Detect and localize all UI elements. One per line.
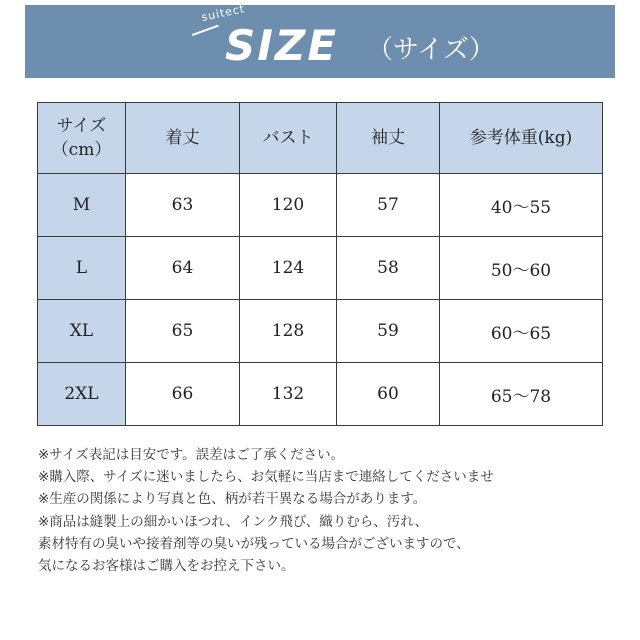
note-line: ※購入際、サイズに迷いましたら、お気軽に当店まで連絡してくださいませ (38, 469, 494, 486)
header-weight: 参考体重(kg) (440, 103, 603, 174)
banner-title: SIZE (225, 21, 339, 70)
note-line: ※生産の関係により写真と色、柄が若干異なる場合があります。 (38, 491, 427, 508)
table-row (38, 300, 603, 363)
notes (38, 444, 608, 577)
bust-value: 120 (240, 174, 337, 237)
bust-value: 124 (240, 237, 337, 300)
length-value: 65 (126, 300, 240, 363)
length-value: 66 (126, 363, 240, 426)
length-value: 63 (126, 174, 240, 237)
weight-value: 65～78 (440, 363, 603, 426)
weight-value: 40～55 (440, 174, 603, 237)
note-line: 気になるお客様はご購入をお控え下さい。 (38, 558, 295, 575)
sleeve-value: 60 (337, 363, 440, 426)
note-line: ※商品は縫製上の細かいほつれ、インク飛び、織りむら、汚れ、 (38, 513, 429, 530)
sleeve-value: 59 (337, 300, 440, 363)
note-line: 素材特有の臭いや接着剤等の臭いが残っている場合がございますので、 (38, 535, 470, 552)
note-line: ※サイズ表記は目安です。誤差はご了承ください。 (38, 447, 345, 463)
size-label: M (38, 174, 126, 237)
size-table (37, 102, 603, 426)
sleeve-value: 58 (337, 237, 440, 300)
table-row (38, 174, 603, 237)
size-label: XL (38, 300, 126, 363)
banner-small-text: suitect (200, 2, 247, 24)
size-label: L (38, 237, 126, 300)
table-row (38, 363, 603, 426)
bust-value: 128 (240, 300, 337, 363)
table-row (38, 237, 603, 300)
bust-value: 132 (240, 363, 337, 426)
weight-value: 60～65 (440, 300, 603, 363)
size-label: 2XL (38, 363, 126, 426)
header-size: サイズ （cm） (38, 103, 126, 174)
header-bust: バスト (240, 103, 337, 174)
size-banner (25, 2, 615, 78)
sleeve-value: 57 (337, 174, 440, 237)
header-length: 着丈 (126, 103, 240, 174)
decorative-stroke-icon (192, 25, 222, 46)
header-sleeve: 袖丈 (337, 103, 440, 174)
length-value: 64 (126, 237, 240, 300)
weight-value: 50～60 (440, 237, 603, 300)
banner-subtitle: （サイズ） (367, 35, 495, 65)
table-header-row (38, 103, 603, 174)
